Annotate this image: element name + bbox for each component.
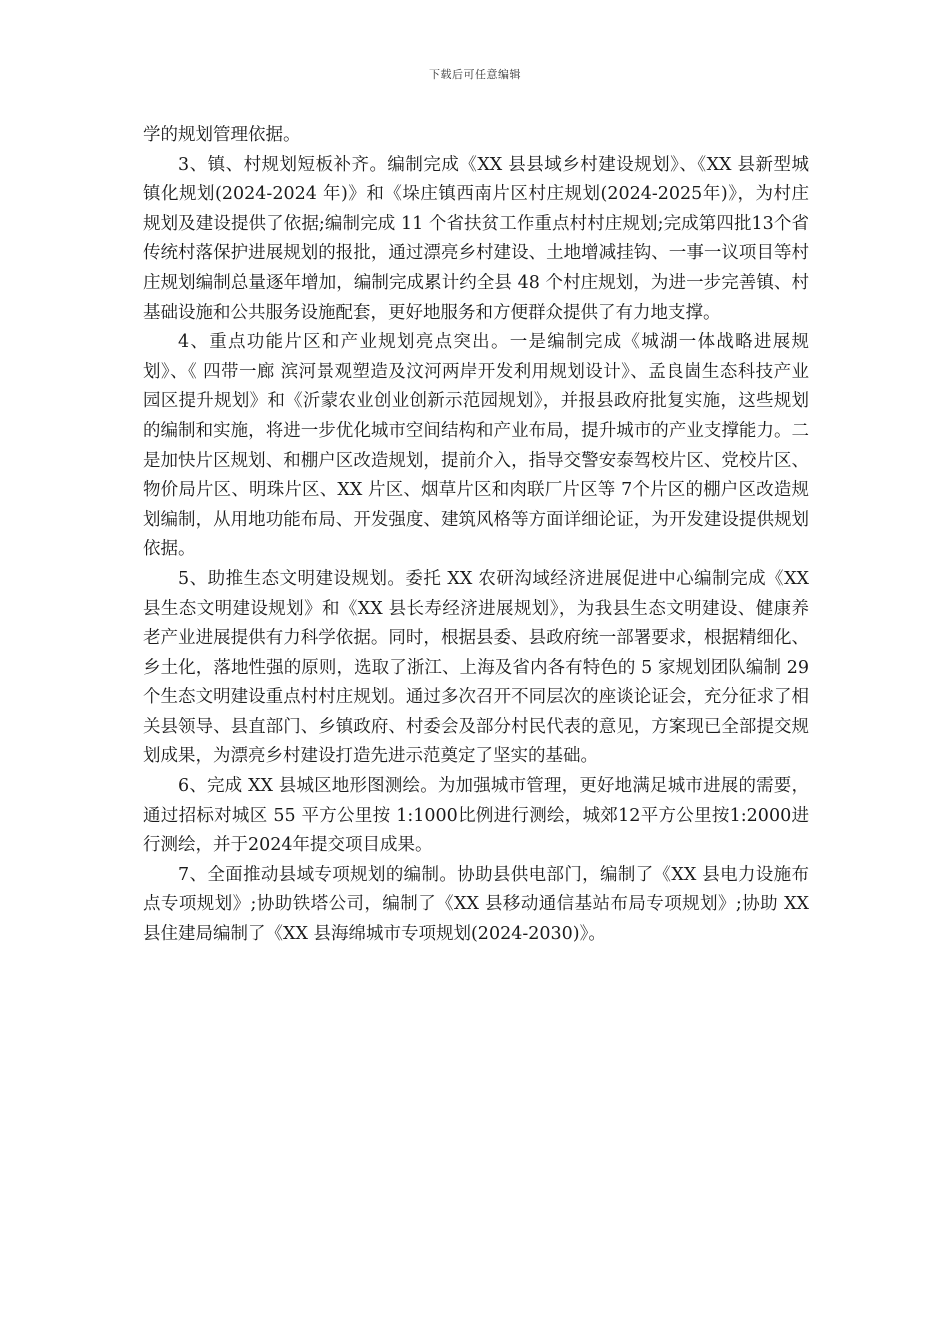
- paragraph-town-village-planning: 3、镇、村规划短板补齐。编制完成《XX 县县域乡村建设规划》、《XX 县新型城镇化规划(2024-2024 年)》和《垛庄镇西南片区村庄规划(2024-2025年)》，为村庄规划及建设提供了依据;编制完成 11 个省扶贫工作重点村村庄规划;完成第四批13个省传统村落保护进展规划的报批，通过漂亮乡村建设、土地增减挂钩、一事一议项目等村庄规划编制总量逐年增加，编制完成累计约全县 48 个村庄规划，为进一步完善镇、村基础设施和公共服务设施配套，更好地服务和方便群众提供了有力地支撑。: [143, 154, 809, 323]
- document-body: [143, 121, 809, 950]
- paragraph-ecological-civilization: 5、助推生态文明建设规划。委托 XX 农研沟域经济进展促进中心编制完成《XX 县生态文明建设规划》和《XX 县长寿经济进展规划》，为我县生态文明建设、健康养老产业进展提供有力科学依据。同时，根据县委、县政府统一部署要求，根据精细化、乡土化，落地性强的原则，选取了浙江、上海及省内各有特色的 5 家规划团队编制 29 个生态文明建设重点村村庄规划。通过多次召开不同层次的座谈论证会，充分征求了相关县领导、县直部门、乡镇政府、村委会及部分村民代表的意见，方案现已全部提交规划成果，为漂亮乡村建设打造先进示范奠定了坚实的基础。: [143, 568, 809, 767]
- paragraph-special-planning: 7、全面推动县域专项规划的编制。协助县供电部门，编制了《XX 县电力设施布点专项规划》;协助铁塔公司，编制了《XX 县移动通信基站布局专项规划》;协助 XX 县住建局编制了《XX 县海绵城市专项规划(2024-2030)》。: [143, 864, 809, 945]
- paragraph-continuation: 学的规划管理依据。: [143, 125, 301, 145]
- download-editable-note: 下载后可任意编辑: [429, 68, 521, 81]
- paragraph-key-functional-areas: 4、重点功能片区和产业规划亮点突出。一是编制完成《城湖一体战略进展规划》、《 四带一廊 滨河景观塑造及汶河两岸开发利用规划设计》、孟良崮生态科技产业园区提升规划》和《沂蒙农业创业创新示范园规划》，并报县政府批复实施，这些规划的编制和实施，将进一步优化城市空间结构和产业布局，提升城市的产业支撑能力。二是加快片区规划、和棚户区改造规划，提前介入，指导交警安泰驾校片区、党校片区、物价局片区、明珠片区、XX 片区、烟草片区和肉联厂片区等 7个片区的棚户区改造规划编制，从用地功能布局、开发强度、建筑风格等方面详细论证，为开发建设提供规划依据。: [143, 332, 809, 560]
- paragraph-topographic-survey: 6、完成 XX 县城区地形图测绘。为加强城市管理，更好地满足城市进展的需要，通过招标对城区 55 平方公里按 1:1000比例进行测绘，城郊12平方公里按1:2000进行测绘，并于2024年提交项目成果。: [143, 776, 809, 856]
